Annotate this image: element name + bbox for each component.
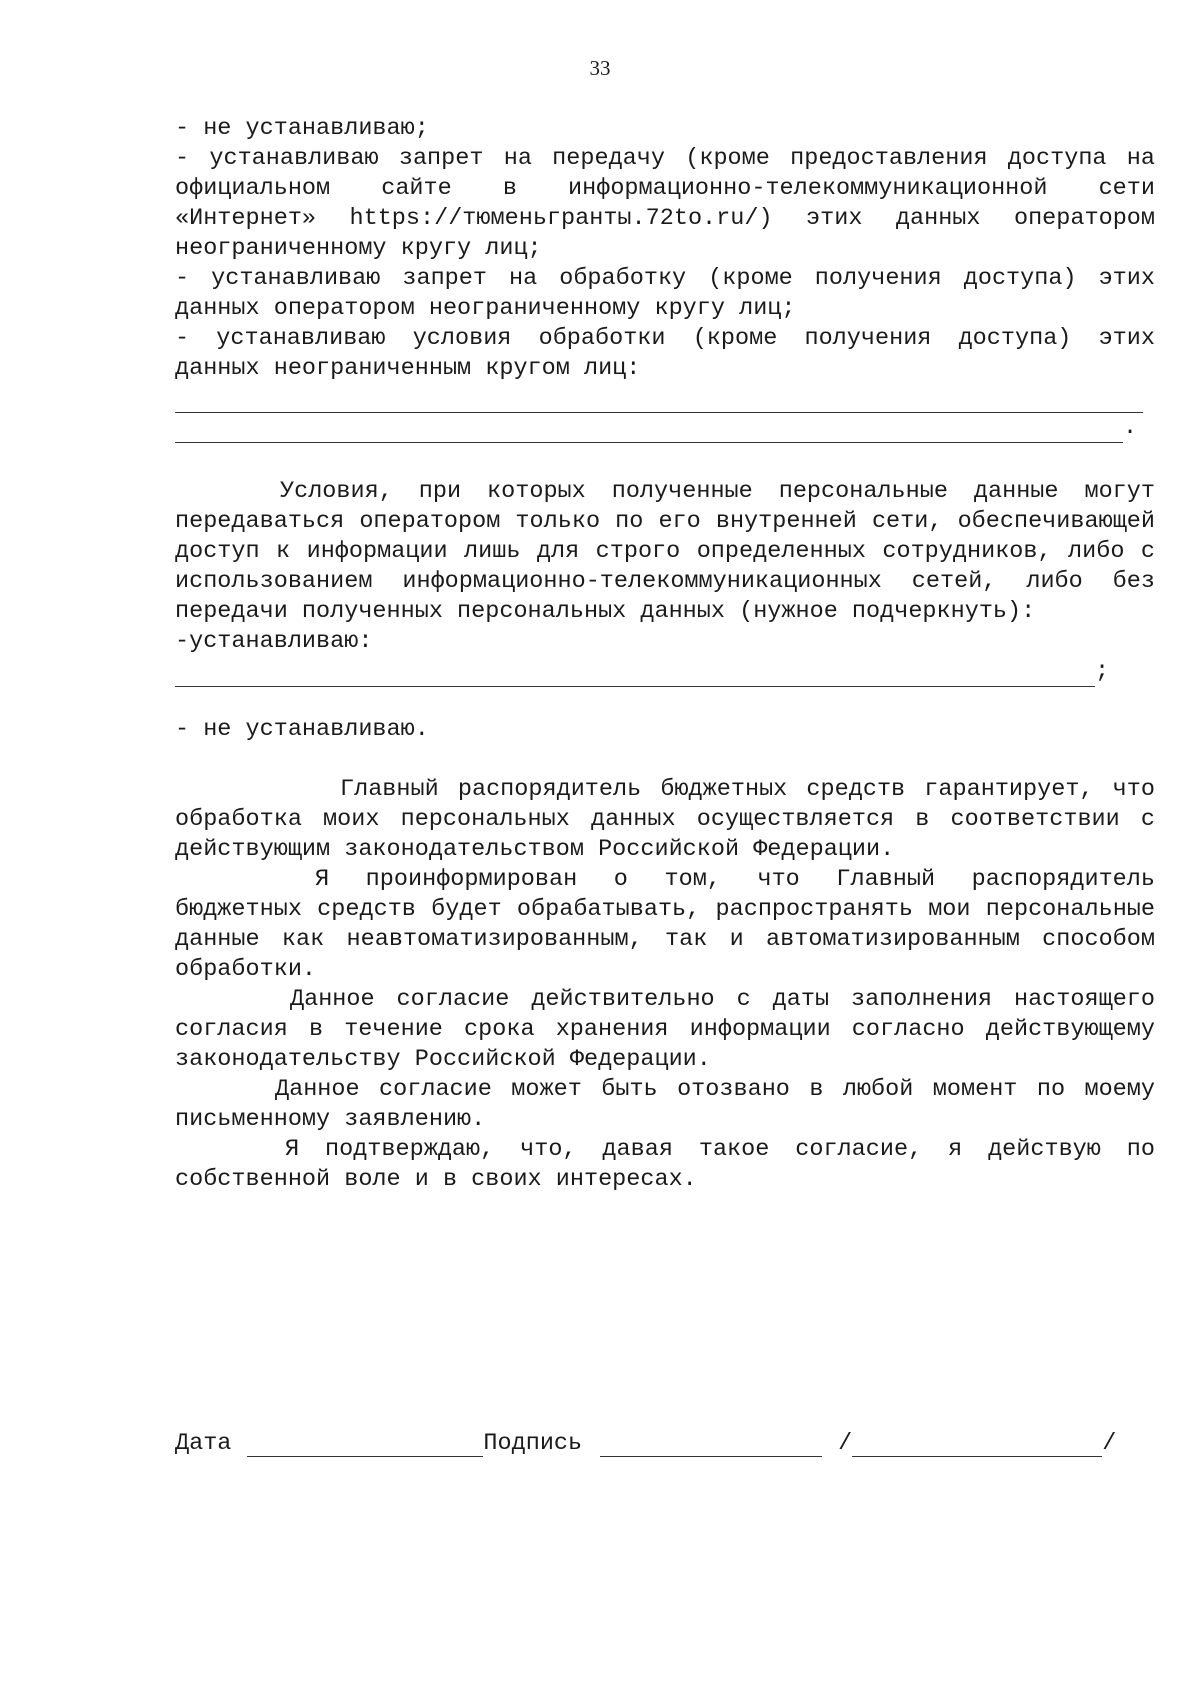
end-semicolon: ; [1095, 658, 1110, 685]
date-label: Дата [175, 1430, 232, 1457]
signature-row [175, 1430, 1155, 1457]
conditions-blank-row-2 [175, 413, 1155, 443]
end-period: . [1123, 414, 1138, 441]
conditions-set-label: -устанавливаю: [175, 628, 373, 655]
name-blank[interactable] [852, 1430, 1102, 1457]
signature-blank[interactable] [600, 1430, 822, 1457]
conditions-paragraph: Условия, при которых полученные персональные данные могут передаваться оператором только по его внутренней сети, обеспечивающей доступ к информации лишь для строго определенных сотрудников, либо с использованием информационно-телекоммуникационных сетей, либо без передачи полученных персональных данных (нужное подчеркнуть): [175, 478, 1155, 625]
slash-open: / [838, 1430, 853, 1457]
conditions-set-row [175, 657, 1155, 687]
conditions-set-blank[interactable] [175, 660, 1095, 687]
option-processing-conditions: - устанавливаю условия обработки (кроме получения доступа) этих данных неограниченным кругом лиц: [175, 325, 1155, 382]
conditions-not-set: - не устанавливаю. [175, 716, 429, 743]
signature-label: Подпись [483, 1430, 583, 1457]
revocation-paragraph: Данное согласие может быть отозвано в любой момент по моему письменному заявлению. [175, 1076, 1155, 1133]
confirmation-paragraph: Я подтверждаю, что, давая такое согласие, я действую по собственной воле и в своих интересах. [175, 1136, 1155, 1193]
option-not-set: - не устанавливаю; [175, 115, 429, 142]
validity-paragraph: Данное согласие действительно с даты заполнения настоящего согласия в течение срока хранения информации согласно действующему законодательству Российской Федерации. [175, 986, 1155, 1073]
date-blank[interactable] [247, 1430, 483, 1457]
slash-close: / [1102, 1430, 1117, 1457]
informed-paragraph: Я проинформирован о том, что Главный распорядитель бюджетных средств будет обрабатывать, распространять мои персональные данные как неавтоматизированным, так и автоматизированным способом обработки. [175, 866, 1155, 983]
conditions-blank-line-2[interactable] [175, 416, 1123, 443]
guarantee-paragraph: Главный распорядитель бюджетных средств гарантирует, что обработка моих персональных данных осуществляется в соответствии с действующим законодательством Российской Федерации. [175, 776, 1155, 863]
conditions-blank-line-1[interactable] [175, 384, 1143, 413]
option-transfer-ban: - устанавливаю запрет на передачу (кроме предоставления доступа на официальном сайте в информационно-телекоммуникационной сети «Интернет» https://тюменьгранты.72to.ru/) этих данных оператором неограниченному кругу лиц; [175, 145, 1155, 262]
page-number: 33 [589, 56, 611, 80]
option-processing-ban: - устанавливаю запрет на обработку (кроме получения доступа) этих данных оператором неограниченному кругу лиц; [175, 265, 1155, 322]
document-body [175, 114, 1155, 1195]
